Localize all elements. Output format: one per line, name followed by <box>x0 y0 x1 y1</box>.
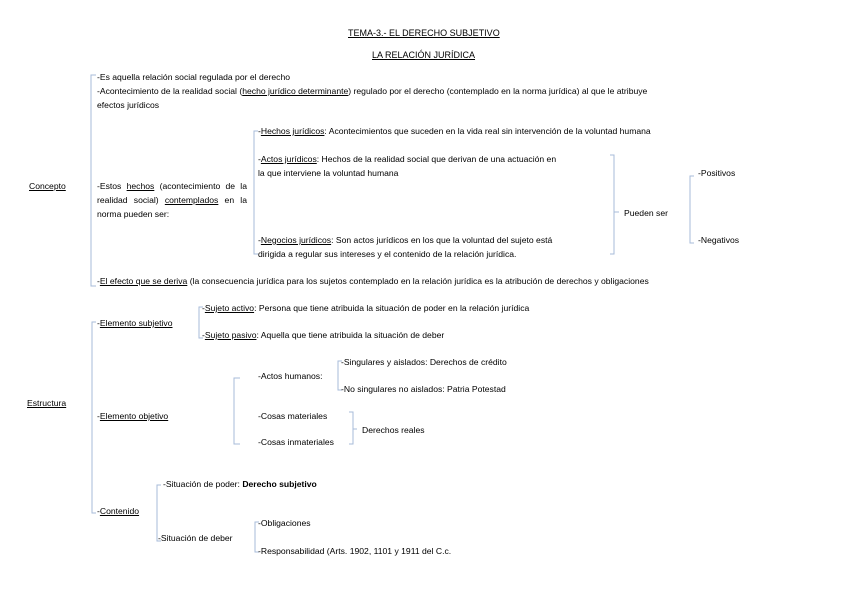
situacion-poder <box>163 479 317 490</box>
aj-label: Actos jurídicos <box>260 154 317 164</box>
contenido-label: Contenido <box>99 506 140 516</box>
concepto-def2-cont: efectos jurídicos <box>97 100 160 110</box>
negativos-label: -Negativos <box>698 235 740 245</box>
actos-juridicos-cont: la que interviene la voluntad humana <box>258 168 399 178</box>
efecto-label: El efecto que se deriva <box>99 276 188 286</box>
obligaciones: -Obligaciones <box>258 518 311 528</box>
derecho-subjetivo: Derecho subjetivo <box>242 479 317 489</box>
concepto-def1: -Es aquella relación social regulada por el derecho <box>97 72 290 82</box>
nj-label: Negocios jurídicos <box>260 235 332 245</box>
efecto-text: (la consecuencia jurídica para los sujetos contemplado en la relación jurídica es la atribución de derechos y obligaciones <box>187 276 649 286</box>
situacion-poder-text: -Situación de poder: <box>163 479 243 489</box>
elemento-objetivo: -Elemento objetivo <box>97 411 169 421</box>
page-subtitle: LA RELACIÓN JURÍDICA <box>372 50 476 60</box>
hechos-u1: hechos <box>126 181 155 191</box>
estructura-label: Estructura <box>27 398 67 408</box>
concepto-def2 <box>97 86 647 97</box>
concepto-label: Concepto <box>29 181 66 191</box>
concepto-hechos-text <box>97 179 247 221</box>
efecto-line: -El efecto que se deriva (la consecuencia jurídica para los sujetos contemplado en la relación jurídica es la atribución de derechos y obligaciones <box>97 276 649 286</box>
actos-juridicos: -Actos jurídicos: Hechos de la realidad social que derivan de una actuación en <box>258 154 557 164</box>
hj-label: Hechos jurídicos <box>260 126 325 136</box>
pueden-ser-label: Pueden ser <box>624 208 668 218</box>
hechos-pre: -Estos <box>97 181 127 191</box>
sujeto-pasivo-text: : Aquella que tiene atribuida la situación de deber <box>256 330 445 340</box>
cosas-inmateriales: -Cosas inmateriales <box>258 437 334 447</box>
negocios-juridicos: -Negocios jurídicos: Son actos jurídicos en los que la voluntad del sujeto está <box>258 235 553 245</box>
contenido: -Contenido <box>97 506 140 516</box>
positivos-label: -Positivos <box>698 168 736 178</box>
nj-text1: : Son actos jurídicos en los que la voluntad del sujeto está <box>331 235 553 245</box>
negocios-juridicos-cont: dirigida a regular sus intereses y el contenido de la relación jurídica. <box>258 249 517 259</box>
sujeto-pasivo: -Sujeto pasivo: Aquella que tiene atribuida la situación de deber <box>202 330 445 340</box>
no-singulares: -No singulares no aislados: Patria Potestad <box>341 384 506 394</box>
def2-suffix: ) regulado por el derecho (contemplado en la norma jurídica) al que le atribuye <box>348 86 648 96</box>
hechos-u2: contemplados <box>164 195 219 205</box>
sujeto-activo-label: Sujeto activo <box>204 303 255 313</box>
page-title: TEMA-3.- EL DERECHO SUBJETIVO <box>348 28 500 38</box>
situacion-deber: -Situación de deber <box>158 533 233 543</box>
singulares-aislados: -Singulares y aislados: Derechos de crédito <box>341 357 507 367</box>
sujeto-activo-text: : Persona que tiene atribuida la situación de poder en la relación jurídica <box>254 303 530 313</box>
hechos-post: en la norma pueden ser: <box>97 195 247 219</box>
def2-underlined: hecho jurídico determinante <box>242 86 349 96</box>
cosas-materiales: -Cosas materiales <box>258 411 328 421</box>
derechos-reales: Derechos reales <box>362 425 425 435</box>
actos-humanos: -Actos humanos: <box>258 371 323 381</box>
hechos-juridicos: -Hechos jurídicos: Acontecimientos que suceden en la vida real sin intervención de la voluntad humana <box>258 126 651 136</box>
def2-prefix: -Acontecimiento de la realidad social ( <box>97 86 243 96</box>
responsabilidad: -Responsabilidad (Arts. 1902, 1101 y 1911 del C.c. <box>258 546 452 556</box>
sujeto-pasivo-label: Sujeto pasivo <box>204 330 257 340</box>
aj-text1: : Hechos de la realidad social que derivan de una actuación en <box>316 154 557 164</box>
elemento-subjetivo-label: Elemento subjetivo <box>99 318 173 328</box>
hechos-mid: (acontecimiento de la realidad social) <box>97 181 247 205</box>
hj-text: : Acontecimientos que suceden en la vida real sin intervención de la voluntad humana <box>324 126 651 136</box>
sujeto-activo: -Sujeto activo: Persona que tiene atribuida la situación de poder en la relación jurídica <box>202 303 530 313</box>
elemento-subjetivo: -Elemento subjetivo <box>97 318 173 328</box>
elemento-objetivo-label: Elemento objetivo <box>99 411 169 421</box>
